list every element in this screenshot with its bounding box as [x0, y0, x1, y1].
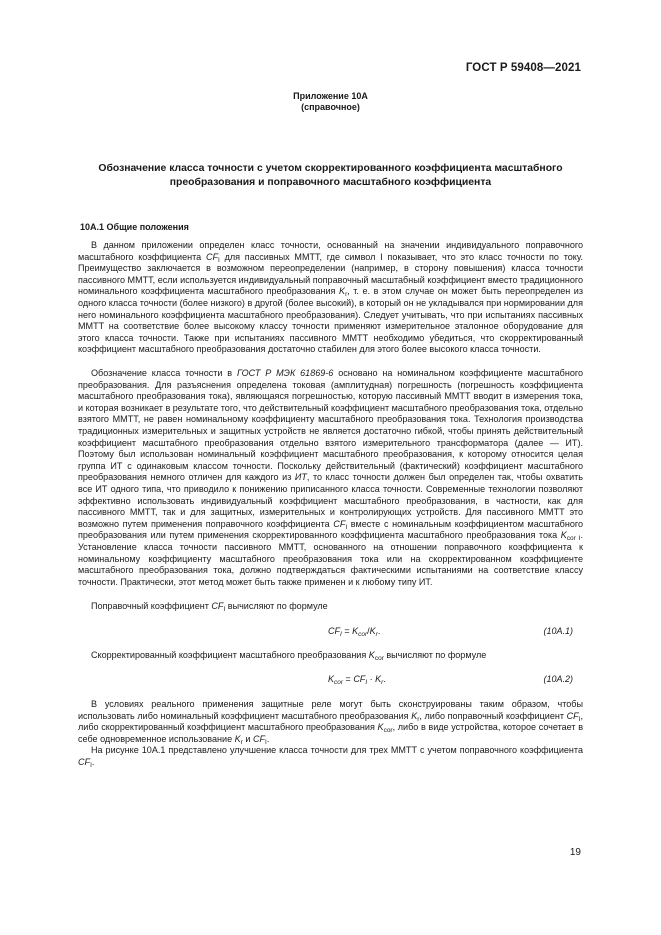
appendix-label: Приложение 10А [293, 91, 368, 101]
appendix-title [70, 162, 591, 190]
equation-number: (10А.2) [543, 674, 573, 684]
section-heading: 10А.1 Общие положения [80, 222, 189, 232]
title-line-2: преобразования и поправочного масштабного коэффициента [169, 177, 492, 188]
equation-10a1 [78, 626, 583, 640]
paragraph-3: Поправочный коэффициент $CF_I$ вычисляют по формуле [91, 601, 328, 613]
equation-number: (10А.1) [543, 626, 573, 636]
equation-formula: $K_{cor} = CF_I \cdot K_r$. [328, 674, 386, 686]
paragraph-5: В условиях реального применения защитные реле могут быть сконструированы таким образом, чтобы использовать либо номинальный коэффициент масштабного преобразования $K_r$, либо поправочный коэффициент $CF_I$, либо скорректированный коэффициент масштабного преобразования $K_{cor}$, либо в виде устройства, которое сочетает в себе одновременное использование $K_r$ и $CF_I$. [78, 699, 584, 746]
appendix-heading [0, 91, 661, 113]
standard-number: ГОСТ Р 59408—2021 [465, 62, 581, 74]
equation-10a2 [78, 674, 583, 688]
paragraph-6: На рисунке 10А.1 представлено улучшение класса точности для трех ММТТ с учетом поправочного коэффициента $CF_I$. [78, 745, 583, 769]
equation-formula: $CF_I = K_{cor}/K_r$. [328, 626, 381, 638]
paragraph-4: Скорректированный коэффициент масштабного преобразования $K_{cor}$ вычисляют по формуле [91, 650, 487, 662]
title-line-1: Обозначение класса точности с учетом скорректированного коэффициента масштабного [98, 163, 563, 174]
paragraph-1: В данном приложении определен класс точности, основанный на значении индивидуального поправочного масштабного коэффициента $CF_I$ для пассивных ММТТ, где символ I показывает, что это класс точности по току. Преимущество заключается в возможном переопределении (например, в сторону повышения) класса точности пассивного ММТТ, если используется индивидуальный поправочный масштабный коэффициент вместо традиционного номинального коэффициента масштабного преобразования $K_r$, т. е. в этом случае он может быть переопределен из одного класса точности (более низкого) в другой (более высокий), в который он не укладывался при нормировании для него номинального коэффициента масштабного преобразования). Следует учитывать, что при испытаниях пассивных ММТТ на соответствие более высокому классу точности применяют измерительное эталонное оборудование для этого класса точности. Также при испытаниях пассивного ММТТ необходимо убедиться, что скорректированный коэффициент масштабного преобразования достаточно стабилен для этого более высокого класса точности. [78, 240, 583, 355]
appendix-kind: (справочное) [301, 102, 360, 112]
page-number: 19 [569, 847, 581, 858]
paragraph-2: Обозначение класса точности в ГОСТ Р МЭК 61869-6 основано на номинальном коэффициенте масштабного преобразования. Для разъяснения определена токовая (амплитудная) погрешность (погрешность коэффициента масштабного преобразования тока), являющаяся погрешностью, которую пассивный ММТТ вводит в измерения тока, и которая возникает в результате того, что действительный коэффициент масштабного преобразования тока, отдельно взятого ММТТ, не равен номинальному коэффициенту масштабного преобразования тока. Технология производства традиционных измерительных и защитных устройств не является достаточно гибкой, чтобы принять действительный коэффициент масштабного преобразования отдельно взятого измерительного трансформатора (далее — ИТ). Поэтому был использован номинальный коэффициент масштабного преобразования, к которому относится целая группа ИТ с одинаковым классом точности. Поскольку действительный (фактический) коэффициент масштабного преобразования немного отличен для каждого из ИТ, то класс точности должен был определен так, чтобы охватить все ИТ одного типа, что приводило к понижению приписанного класса точности. Современные технологии позволяют эффективно использовать индивидуальный коэффициент масштабного преобразования, в частности, как для пассивного ММТТ, так и для защитных, измерительных и контролирующих устройств. Для пассивного ММТТ это возможно путем применения поправочного коэффициента $CF_I$ вместе с номинальным коэффициентом масштабного преобразования или путем применения скорректированного коэффициента масштабного преобразования тока $K_{cor I}$. Установление класса точности пассивного ММТТ, основанного на отношении поправочного коэффициента к номинальному коэффициенту масштабного преобразования тока или на скорректированном коэффициенте масштабного преобразования тока, должно подтверждаться фактическими испытаниями на соответствие классу точности. Практически, этот метод может быть также применен и к любому типу ИТ. [78, 368, 583, 587]
